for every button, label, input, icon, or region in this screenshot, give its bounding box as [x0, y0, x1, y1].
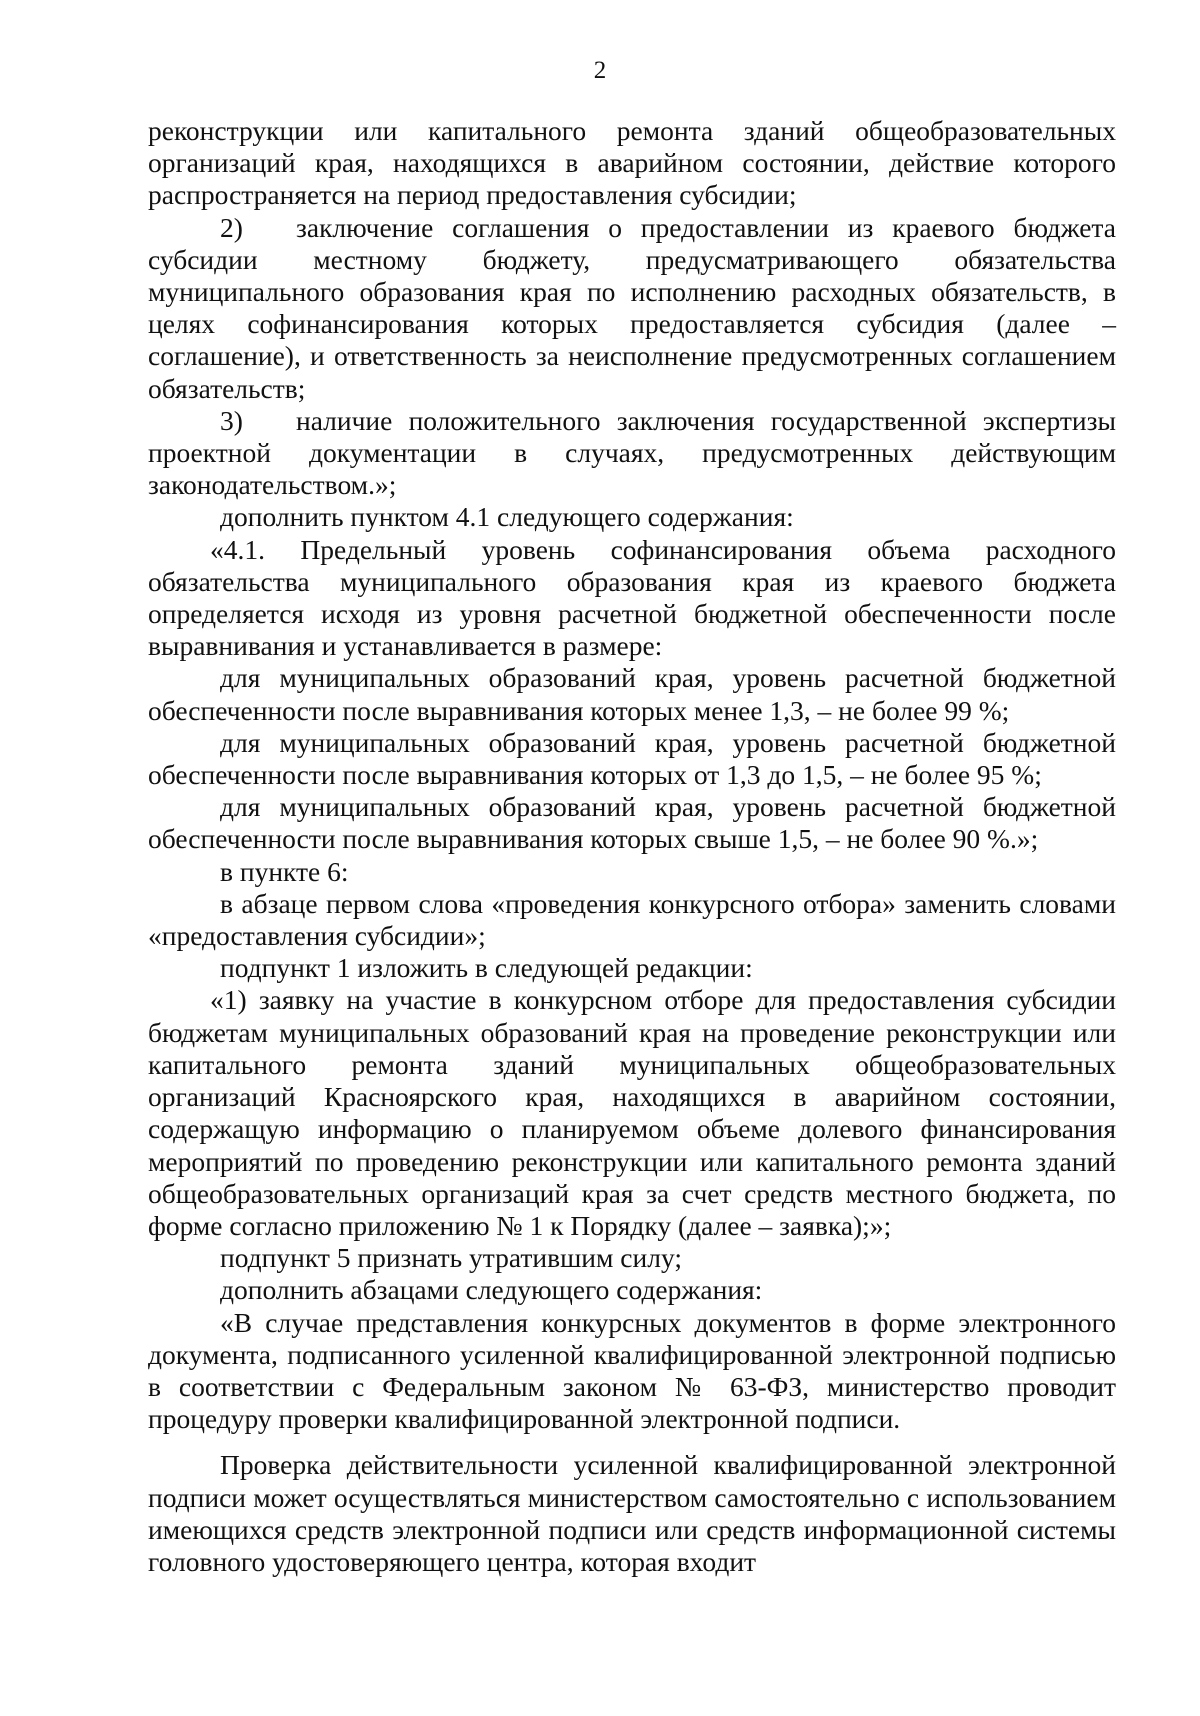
list-item-number: 2): [220, 211, 243, 243]
document-body: [148, 115, 1116, 1578]
paragraph-signature-check: Проверка действительности усиленной квалифицированной электронной подписи может осуществляться министерством самостоятельно с использованием имеющихся средств электронной подписи или средств информационной системы головного удостоверяющего центра, которая входит: [148, 1449, 1116, 1577]
list-item-number: 3): [220, 404, 243, 436]
paragraph-add-abzacs: дополнить абзацами следующего содержания:: [220, 1274, 763, 1306]
paragraph-continuation: реконструкции или капитального ремонта зданий общеобразовательных организаций края, находящихся в аварийном состоянии, действие которого распространяется на период предоставления субсидии;: [148, 115, 1116, 211]
list-item-3: [148, 405, 1116, 502]
paragraph-application: «1) заявку на участие в конкурсном отборе для предоставления субсидии бюджетам муниципальных образований края на проведение реконструкции или капитального ремонта зданий муниципальных общеобразовательных организаций Красноярского края, находящихся в аварийном состоянии, содержащую информацию о планируемом объеме долевого финансирования мероприятий по проведению реконструкции или капитального ремонта зданий общеобразовательных организаций края за счет средств местного бюджета, по форме согласно приложению № 1 к Порядку (далее – заявка);»;: [148, 984, 1116, 1241]
paragraph-subpoint-1: подпункт 1 изложить в следующей редакции:: [220, 952, 753, 984]
paragraph-subpoint-5: подпункт 5 признать утратившим силу;: [220, 1242, 682, 1274]
list-item-text: заключение соглашения о предоставлении из краевого бюджета субсидии местному бюджету, предусматривающего обязательства муниципального образования края по исполнению расходных обязательств, в целях софинансирования которых предоставляется субсидия (далее – соглашение), и ответственность за неисполнение предусмотренных соглашением обязательств;: [148, 211, 1116, 404]
paragraph-electronic-docs: «В случае представления конкурсных документов в форме электронного документа, подписанного усиленной квалифицированной электронной подписью в соответствии с Федеральным законом № 63-ФЗ, министерство проводит процедуру проверки квалифицированной электронной подписи.: [148, 1306, 1116, 1435]
list-item-text: наличие положительного заключения государственной экспертизы проектной документации в случаях, предусмотренных действующим законодательством.»;: [148, 404, 1116, 501]
paragraph-first-abzac: в абзаце первом слова «проведения конкурсного отбора» заменить словами «предоставления субсидии»;: [148, 887, 1116, 952]
paragraph-level-2: для муниципальных образований края, уровень расчетной бюджетной обеспеченности после выравнивания которых от 1,3 до 1,5, – не более 95 %;: [148, 726, 1116, 791]
page-number: 2: [593, 57, 607, 84]
paragraph-point-6: в пункте 6:: [220, 855, 349, 887]
paragraph-add-4-1: дополнить пунктом 4.1 следующего содержания:: [220, 501, 794, 533]
paragraph-4-1: «4.1. Предельный уровень софинансирования объема расходного обязательства муниципального образования края из краевого бюджета определяется исходя из уровня расчетной бюджетной обеспеченности после выравнивания и устанавливается в размере:: [148, 533, 1116, 662]
paragraph-level-3: для муниципальных образований края, уровень расчетной бюджетной обеспеченности после выравнивания которых свыше 1,5, – не более 90 %.»;: [148, 791, 1116, 855]
paragraph-level-1: для муниципальных образований края, уровень расчетной бюджетной обеспеченности после выравнивания которых менее 1,3, – не более 99 %;: [148, 662, 1116, 726]
list-item-2: [148, 212, 1116, 405]
